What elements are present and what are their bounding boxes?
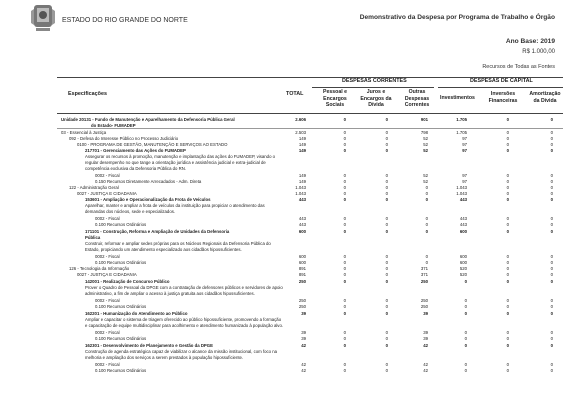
row-value: 0 [343, 362, 346, 367]
row-value: 0 [550, 185, 553, 190]
row-value: 0 [343, 311, 346, 316]
row-value: 0 [550, 179, 553, 184]
row-value: 52 [423, 148, 428, 153]
base-year: Ano Base: 2019 [505, 38, 555, 45]
row-value: 0 [385, 368, 388, 373]
row-value: 600 [459, 229, 467, 234]
row-value: 0 [550, 222, 553, 227]
report-title: Demonstrativo da Despesa por Programa de Trabalho e Órgão [359, 14, 555, 21]
row-label: 0100 - PROGRAMA DE GESTÃO, MANUTENÇÃO E SERVIÇOS AO ESTADO [77, 142, 228, 147]
row-value: 0 [550, 173, 553, 178]
row-value: 600 [298, 260, 306, 265]
row-value: 0 [550, 216, 553, 221]
row-value: 600 [459, 260, 467, 265]
row-value: 0 [506, 260, 509, 265]
row-value: 443 [298, 216, 306, 221]
row-value: 0 [385, 298, 388, 303]
state-coat-of-arms [30, 3, 56, 33]
row-value: 0 [506, 311, 509, 316]
row-value: 0 [385, 222, 388, 227]
col-group-correntes: DESPESAS CORRENTES [342, 78, 407, 84]
row-value: 0 [506, 279, 509, 284]
row-value: 0 [550, 311, 553, 316]
row-value: 250 [298, 298, 306, 303]
col-total: TOTAL [286, 91, 304, 97]
row-value: 0 [506, 191, 509, 196]
row-value: 52 [423, 142, 428, 147]
row-label: 0027 - JUSTIÇA E CIDADANIA [77, 272, 137, 277]
row-value: 443 [459, 222, 467, 227]
row-value: 0 [385, 279, 388, 284]
row-value: 1.705 [456, 117, 467, 122]
row-value: 0 [506, 136, 509, 141]
row-value: 901 [420, 117, 428, 122]
row-value: 1.043 [295, 191, 306, 196]
row-value: 52 [423, 136, 428, 141]
row-value: 0 [550, 197, 553, 202]
row-value: 2.503 [295, 130, 306, 135]
row-value: 0 [464, 298, 467, 303]
row-value: 0 [550, 330, 553, 335]
row-label: 0.100 Recursos Ordinários [95, 260, 147, 265]
row-value: 0 [506, 142, 509, 147]
row-value: 0 [385, 197, 388, 202]
row-value: 0 [550, 368, 553, 373]
row-label: Aparelhar, manter e ampliar a frota de veículos da instituição para propiciar o atendimento das [85, 203, 265, 208]
row-value: 0 [385, 330, 388, 335]
row-value: 0 [425, 260, 428, 265]
row-value: 97 [462, 173, 467, 178]
row-value: 0 [385, 304, 388, 309]
row-label: administrativo, a fim de ampliar o acesso à justiça gratuita aos cidadãos hipossuficientes. [85, 291, 255, 296]
row-value: 371 [420, 266, 428, 271]
unit-scale: R$ 1.000,00 [522, 49, 555, 55]
row-value: 0 [425, 185, 428, 190]
row-value: 0 [506, 130, 509, 135]
row-value: 1.043 [456, 185, 467, 190]
row-label: 142001 - Realização de Concurso Público [85, 279, 170, 284]
row-label: Pública [85, 235, 101, 240]
row-label: do Estado- FUMADEP [91, 123, 136, 128]
row-value: 0 [385, 173, 388, 178]
row-label: 0002 - Fiscal [95, 254, 120, 259]
row-value: 0 [506, 343, 509, 348]
row-value: 0 [385, 266, 388, 271]
row-value: 1.043 [456, 191, 467, 196]
row-value: 600 [298, 229, 306, 234]
row-label: 0.100 Recursos Ordinários [95, 368, 147, 373]
row-value: 0 [550, 142, 553, 147]
row-value: 39 [301, 330, 306, 335]
row-value: 0 [385, 362, 388, 367]
row-label: 126 - Tecnologia da Informação [69, 266, 130, 271]
row-value: 443 [459, 197, 467, 202]
row-value: 0 [343, 117, 346, 122]
row-value: 250 [420, 304, 428, 309]
row-value: 0 [385, 216, 388, 221]
row-label: 217701 - Gerenciamento das Ações do FUMADEP [85, 148, 186, 153]
row-label: Construir, reformar e ampliar sedes próprias para os Núcleos Regionais da Defensoria Pública do [85, 241, 271, 246]
row-value: 0 [506, 197, 509, 202]
row-value: 42 [301, 362, 306, 367]
row-label: 0.100 Recursos Ordinários [95, 336, 147, 341]
row-value: 0 [343, 298, 346, 303]
row-value: 39 [423, 330, 428, 335]
row-value: 0 [385, 229, 388, 234]
row-value: 42 [423, 343, 428, 348]
row-label: melhoria e ampliação dos serviços a serem prestados à população hipossuficiente. [85, 355, 244, 360]
row-label: 122 - Administração Geral [69, 185, 119, 190]
row-value: 600 [459, 254, 467, 259]
source-note: Recursos de Todas as Fontes [482, 64, 555, 70]
row-value: 0 [385, 185, 388, 190]
row-value: 149 [298, 148, 306, 153]
row-value: 0 [506, 185, 509, 190]
row-label: 0.100 Recursos Ordinários [95, 222, 147, 227]
row-value: 1.705 [456, 130, 467, 135]
row-value: 0 [343, 197, 346, 202]
row-value: 42 [301, 368, 306, 373]
row-value: 0 [385, 272, 388, 277]
row-label: 162301 - Desenvolvimento de Planejamento e Gestão da DPGE [85, 343, 214, 348]
row-value: 0 [464, 343, 467, 348]
row-value: 0 [385, 191, 388, 196]
row-value: 520 [459, 272, 467, 277]
row-value: 0 [343, 343, 346, 348]
row-value: 0 [343, 191, 346, 196]
row-value: 149 [298, 173, 306, 178]
row-value: 0 [464, 368, 467, 373]
unit-rule [57, 128, 563, 129]
row-label: 153601 - Ampliação e Operacionalização da Frota de Veículos [85, 197, 211, 202]
row-value: 0 [425, 229, 428, 234]
row-label: 0002 - Fiscal [95, 216, 120, 221]
state-name: ESTADO DO RIO GRANDE DO NORTE [62, 17, 188, 24]
row-value: 52 [423, 173, 428, 178]
group-rule-capital [438, 87, 563, 88]
row-label: e capacitação de equipe multidisciplinar para acolhimento e atendimento humanizado à população alvo. [85, 323, 284, 328]
row-value: 149 [298, 179, 306, 184]
col-juros: Juros e Encargos da Dívida [360, 89, 392, 108]
row-value: 2.606 [295, 117, 306, 122]
row-value: 42 [423, 362, 428, 367]
row-value: 520 [459, 266, 467, 271]
row-value: 0 [343, 279, 346, 284]
row-value: 0 [550, 336, 553, 341]
row-value: 0 [506, 117, 509, 122]
row-value: 0 [550, 191, 553, 196]
col-investimentos: Investimentos [440, 95, 475, 101]
row-value: 52 [423, 179, 428, 184]
row-value: 0 [385, 311, 388, 316]
row-label: Assegurar os recursos à promoção, manutenção e implantação das ações do FUMADEP, visando o [85, 154, 276, 159]
row-label: 162201 - Humanização do Atendimento ao Público [85, 311, 188, 316]
row-value: 0 [464, 304, 467, 309]
row-label: 0.100 Recursos Ordinários [95, 304, 147, 309]
row-value: 0 [425, 197, 428, 202]
col-amortizacao: Amortização da Dívida [529, 91, 561, 104]
row-value: 0 [343, 272, 346, 277]
row-label: 0002 - Fiscal [95, 298, 120, 303]
row-value: 0 [343, 148, 346, 153]
row-value: 0 [385, 336, 388, 341]
row-value: 0 [506, 179, 509, 184]
row-value: 0 [506, 266, 509, 271]
row-value: 0 [343, 142, 346, 147]
row-value: 0 [550, 136, 553, 141]
row-value: 0 [464, 311, 467, 316]
row-value: 0 [506, 368, 509, 373]
row-value: 0 [550, 266, 553, 271]
row-value: 0 [385, 254, 388, 259]
row-value: 0 [464, 362, 467, 367]
row-value: 97 [462, 142, 467, 147]
header-bottom-rule [57, 113, 563, 114]
row-value: 0 [425, 254, 428, 259]
row-value: 39 [423, 311, 428, 316]
row-value: 0 [550, 362, 553, 367]
row-value: 0 [550, 229, 553, 234]
row-label: 0002 - Fiscal [95, 173, 120, 178]
row-value: 0 [506, 216, 509, 221]
row-value: 149 [298, 136, 306, 141]
row-value: 0 [385, 142, 388, 147]
row-label: 0002 - Fiscal [95, 330, 120, 335]
row-value: 0 [506, 298, 509, 303]
row-value: 97 [462, 136, 467, 141]
row-value: 0 [343, 185, 346, 190]
row-value: 0 [425, 191, 428, 196]
row-value: 0 [550, 130, 553, 135]
row-value: 0 [425, 222, 428, 227]
row-value: 0 [385, 117, 388, 122]
row-label: competência exclusiva da Defensoria Pública do RN. [85, 166, 187, 171]
row-label: Unidade 20131 - Fundo de Manutenção e Aparelhamento da Defensoria Pública Geral [61, 117, 235, 122]
row-value: 0 [385, 260, 388, 265]
row-label: 0.150 Recursos Diretamente Arrecadados - Adm. Direta [95, 179, 202, 184]
row-value: 0 [343, 179, 346, 184]
row-value: 0 [506, 254, 509, 259]
row-value: 0 [385, 136, 388, 141]
row-label: 092 - Defesa do Interesse Público no Processo Judiciário [69, 136, 179, 141]
row-value: 891 [298, 272, 306, 277]
row-label: 0002 - Fiscal [95, 362, 120, 367]
row-value: 39 [301, 336, 306, 341]
row-value: 0 [550, 279, 553, 284]
row-value: 0 [506, 222, 509, 227]
row-value: 0 [506, 330, 509, 335]
row-value: 250 [298, 279, 306, 284]
row-value: 0 [343, 330, 346, 335]
row-value: 0 [343, 173, 346, 178]
row-value: 443 [459, 216, 467, 221]
col-inversoes: Inversões Financeiras [488, 91, 518, 104]
row-label: demandas dos núcleos, sede e especializados. [85, 209, 176, 214]
row-value: 443 [298, 197, 306, 202]
row-value: 0 [506, 336, 509, 341]
row-value: 42 [423, 368, 428, 373]
row-value: 600 [298, 254, 306, 259]
row-value: 0 [343, 216, 346, 221]
row-label: Ampliar e capacitar o sistema de triagem oferecido ao público hipossuficiente, promovendo a formação [85, 317, 282, 322]
row-value: 149 [298, 142, 306, 147]
group-rule-correntes [312, 87, 434, 88]
row-value: 0 [550, 272, 553, 277]
row-value: 0 [506, 362, 509, 367]
row-label: 171101 - Construção, Reforma e Ampliação de Unidades da Defensoria [85, 229, 230, 234]
row-value: 0 [343, 336, 346, 341]
row-value: 891 [298, 266, 306, 271]
row-value: 0 [343, 229, 346, 234]
row-value: 0 [550, 304, 553, 309]
row-value: 0 [385, 130, 388, 135]
row-value: 0 [385, 148, 388, 153]
row-value: 0 [550, 343, 553, 348]
row-value: 42 [301, 343, 306, 348]
row-value: 0 [343, 222, 346, 227]
row-value: 0 [550, 260, 553, 265]
row-value: 0 [506, 304, 509, 309]
row-value: 0 [464, 330, 467, 335]
col-group-capital: DESPESAS DE CAPITAL [470, 78, 533, 84]
row-value: 39 [301, 311, 306, 316]
row-value: 371 [420, 272, 428, 277]
row-value: 250 [298, 304, 306, 309]
row-label: regular desempenho no que tange a orientação jurídica e assistência judicial e extra-judicial de [85, 160, 266, 165]
col-pessoal: Pessoal e Encargos Sociais [323, 89, 347, 108]
row-value: 0 [343, 130, 346, 135]
row-value: 97 [462, 148, 467, 153]
row-value: 443 [298, 222, 306, 227]
row-label: 0027 - JUSTIÇA E CIDADANIA [77, 191, 137, 196]
row-value: 0 [343, 304, 346, 309]
row-value: 0 [343, 260, 346, 265]
row-value: 0 [506, 229, 509, 234]
row-value: 0 [506, 272, 509, 277]
row-value: 0 [343, 266, 346, 271]
row-label: Estado, propiciando um atendimento especializado aos cidadãos hipossuficientes. [85, 247, 242, 252]
row-value: 250 [420, 279, 428, 284]
row-value: 1.043 [295, 185, 306, 190]
row-value: 0 [506, 173, 509, 178]
row-value: 0 [425, 216, 428, 221]
row-value: 0 [464, 336, 467, 341]
row-value: 0 [506, 148, 509, 153]
row-value: 0 [385, 343, 388, 348]
row-value: 0 [550, 254, 553, 259]
row-value: 0 [385, 179, 388, 184]
row-value: 0 [343, 254, 346, 259]
row-value: 798 [420, 130, 428, 135]
row-label: 03 - Essencial à Justiça [61, 130, 107, 135]
row-value: 0 [343, 368, 346, 373]
row-value: 0 [550, 117, 553, 122]
row-value: 250 [420, 298, 428, 303]
row-label: Prover o Quadro de Pessoal da DPGE com a contratação de defensores públicos e servidores de apoio [85, 285, 283, 290]
row-value: 0 [550, 298, 553, 303]
row-value: 0 [550, 148, 553, 153]
row-value: 0 [464, 279, 467, 284]
row-value: 97 [462, 179, 467, 184]
row-value: 0 [343, 136, 346, 141]
row-value: 39 [423, 336, 428, 341]
row-label: Construção de agenda estratégica capaz de viabilizar o alcance da missão institucional, com foco na [85, 349, 278, 354]
col-outras: Outras Despesas Correntes [404, 89, 430, 108]
col-especificacoes: Especificações [68, 91, 107, 97]
